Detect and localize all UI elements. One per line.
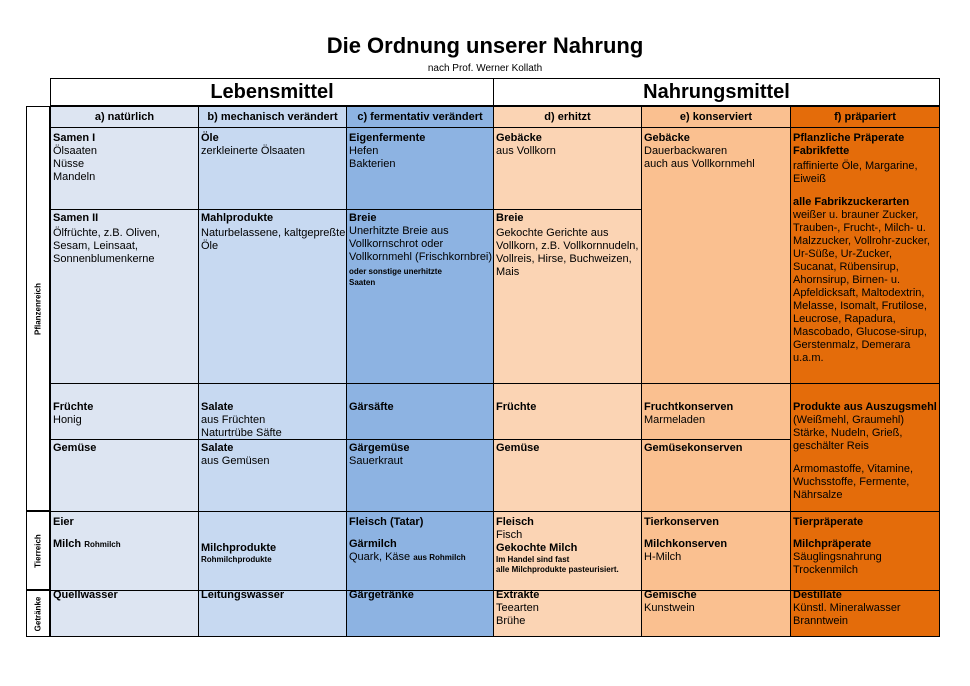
cell-gemuese-natur: Gemüse	[53, 442, 97, 454]
row-divider	[50, 209, 641, 210]
column-header-a: a) natürlich	[50, 106, 199, 128]
cell-tierpraeparate: Tierpräperate Milchpräperate Säuglingsnahrung Trockenmilch	[793, 516, 882, 576]
cell-gemuesekonserven: Gemüsekonserven	[644, 442, 743, 454]
cell-auszugsmehl: Produkte aus Auszugsmehl (Weißmehl, Graumehl) Stärke, Nudeln, Grieß, geschälter Reis Armomastoffe, Vitamine, Wuchsstoffe, Fermente, Nährsalze	[793, 401, 937, 501]
cell-samen-2: Samen II Ölfrüchte, z.B. Oliven, Sesam, Leinsaat, Sonnenblumenkerne	[53, 212, 160, 265]
page-subtitle: nach Prof. Werner Kollath	[427, 63, 543, 74]
column-header-b: b) mechanisch verändert	[198, 106, 347, 128]
cell-eier-milch: Eier Milch Rohmilch	[53, 516, 121, 550]
column-header-f: f) präpariert	[790, 106, 940, 128]
cell-gaersaefte: Gärsäfte	[349, 401, 394, 413]
cell-leitungswasser: Leitungswasser	[201, 589, 285, 601]
cell-fruechte-erhitzt: Früchte	[496, 401, 537, 413]
food-classification-table	[26, 106, 940, 637]
row-divider	[50, 383, 940, 384]
cell-gebaecke-vollkorn: Gebäcke aus Vollkorn	[496, 132, 556, 157]
cell-gemuese-erhitzt: Gemüse	[496, 442, 540, 454]
group-header-nahrungsmittel: Nahrungsmittel	[493, 78, 940, 106]
cell-quellwasser: Quellwasser	[53, 589, 118, 601]
cell-oele: Öle zerkleinerte Ölsaaten	[201, 132, 305, 157]
cell-tierkonserven: Tierkonserven Milchkonserven H-Milch	[644, 516, 728, 563]
group-header-lebensmittel: Lebensmittel	[50, 78, 494, 106]
cell-extrakte: Extrakte Teearten Brühe	[496, 589, 540, 627]
cell-destillate: Destillate Künstl. Mineralwasser Branntwein	[793, 589, 901, 627]
cell-fruechte-honig: Früchte Honig	[53, 401, 94, 426]
cell-samen-1: Samen I Ölsaaten Nüsse Mandeln	[53, 132, 98, 183]
cell-gaergemuese: Gärgemüse Sauerkraut	[349, 442, 410, 467]
cell-fruchtkonserven: Fruchtkonserven Marmeladen	[644, 401, 734, 426]
side-label-drinks: Getränke	[26, 590, 50, 637]
cell-pflanzliche-praeparate: Pflanzliche Präperate Fabrikfette raffinierte Öle, Margarine, Eiweiß alle Fabrikzuckerarten weißer u. brauner Zucker, Trauben-, Frucht-, Milch- u. Malzzucker, Vollrohr-zucker, Ur-Süße, Ur-Zucker, Sucanat, Rübensirup, Ahornsirup, Birnen- u. Apfeldicksaft, Maltodextrin, Melasse, Isomalt, Frutilose, Leucrose, Rapadura, Mascobado, Glucose-sirup, Gerstenmalz, Demerara u.a.m.	[793, 132, 930, 364]
column-header-d: d) erhitzt	[493, 106, 642, 128]
cell-salate-gemuese: Salate aus Gemüsen	[201, 442, 270, 467]
page-title: Die Ordnung unserer Nahrung	[326, 33, 644, 58]
cell-breie-unerhitzt: Breie Unerhitzte Breie aus Vollkornschrot oder Vollkornmehl (Frischkornbrei) oder sonstige unerhitzte Saaten	[349, 212, 493, 287]
cell-gebaecke-dauer: Gebäcke Dauerbackwaren auch aus Vollkornmehl	[644, 132, 755, 170]
column-header-e: e) konserviert	[641, 106, 791, 128]
cell-mahlprodukte: Mahlprodukte Naturbelassene, kaltgepreßte Öle	[201, 212, 346, 252]
cell-milchprodukte: Milchprodukte Rohmilchprodukte	[201, 542, 277, 564]
side-label-animal: Tierreich	[26, 511, 50, 590]
cell-eigenfermente: Eigenfermente Hefen Bakterien	[349, 132, 426, 170]
column-a-bg	[50, 106, 198, 637]
row-divider	[50, 439, 790, 440]
cell-breie-gekocht: Breie Gekochte Gerichte aus Vollkorn, z.B. Vollkornnudeln, Vollreis, Hirse, Buchweizen, Mais	[496, 212, 639, 278]
side-label-plant: Pflanzenreich	[26, 106, 50, 511]
cell-salate-fruechte: Salate aus Früchten Naturtrübe Säfte	[201, 401, 282, 439]
cell-fleisch-gekocht: Fleisch Fisch Gekochte Milch Im Handel sind fast alle Milchprodukte pasteurisiert.	[496, 516, 619, 574]
row-divider	[50, 511, 940, 512]
cell-gemische: Gemische Kunstwein	[644, 589, 697, 614]
row-divider	[50, 636, 940, 637]
cell-fleisch-tatar: Fleisch (Tatar) Gärmilch Quark, Käse aus Rohmilch	[349, 516, 466, 563]
column-header-c: c) fermentativ verändert	[346, 106, 494, 128]
cell-gaergetraenke: Gärgetränke	[349, 589, 414, 601]
